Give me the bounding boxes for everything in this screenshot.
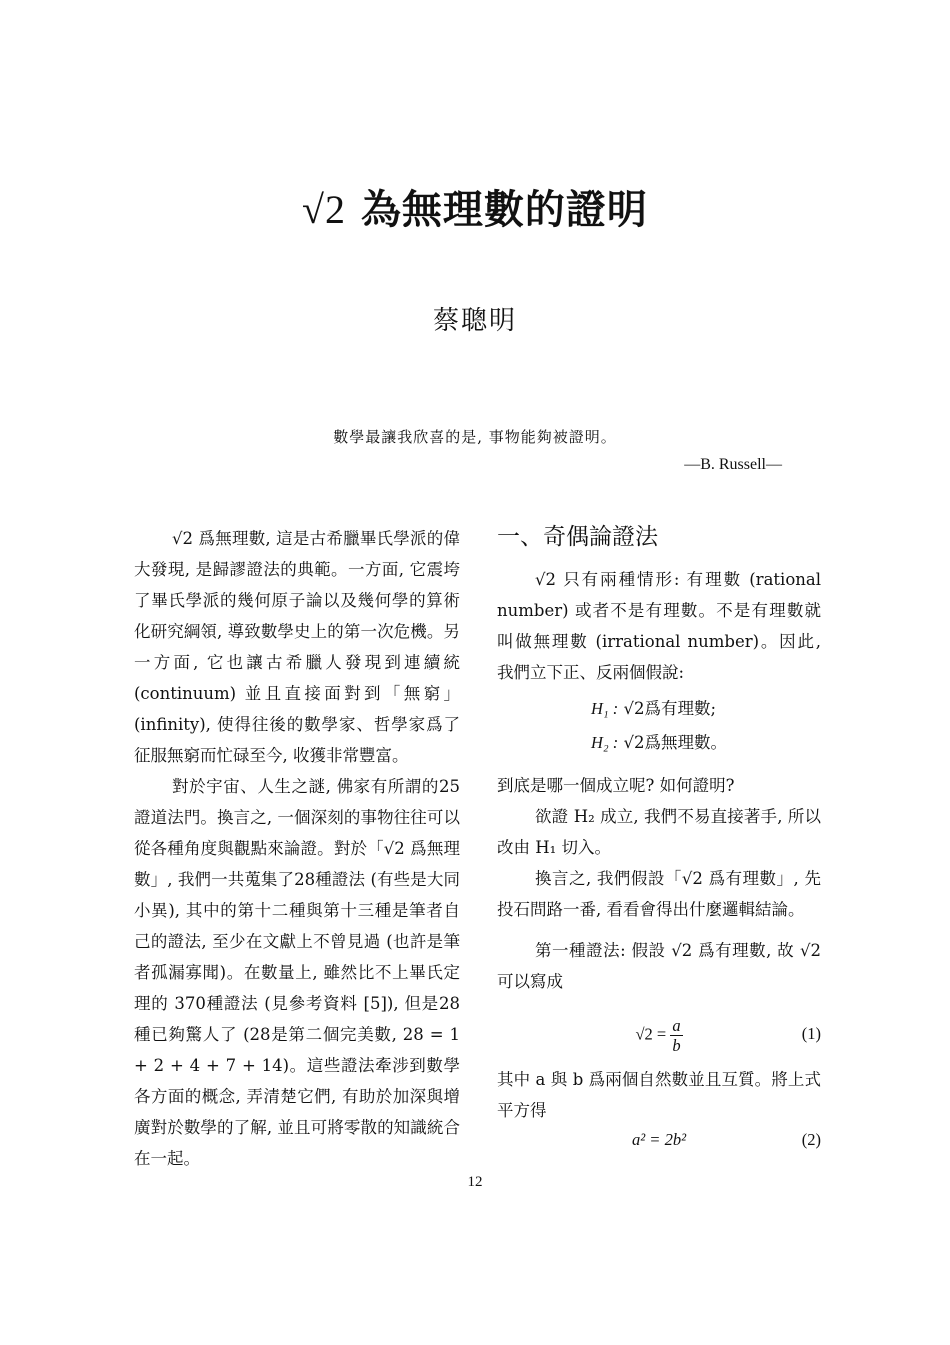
- fraction-denominator: b: [672, 1036, 681, 1055]
- title-math: √2: [302, 187, 346, 232]
- paragraph: 第一種證法: 假設 √2 爲有理數, 故 √2 可以寫成: [497, 941, 821, 991]
- hypothesis-text: √2爲有理數;: [623, 699, 717, 718]
- page-number: 12: [467, 1174, 483, 1190]
- equation-number: (1): [801, 1024, 821, 1043]
- section-heading: 一、奇偶論證法: [497, 524, 658, 550]
- page-title: [0, 178, 950, 235]
- equation-2: [497, 1130, 821, 1150]
- paragraph: 換言之, 我們假設「√2 爲有理數」, 先投石問路一番, 看看會得出什麼邏輯結論。: [497, 869, 821, 919]
- hypothesis-label: H₂ :: [591, 733, 619, 752]
- right-column: [497, 564, 821, 997]
- hypothesis-h2: [497, 726, 821, 760]
- fraction: [670, 1016, 682, 1055]
- epigraph-text: 數學最讓我欣喜的是, 事物能夠被證明。: [333, 428, 617, 446]
- paragraph: √2 只有兩種情形: 有理數 (rational number) 或者不是有理數。不是有理數就叫做無理數 (irrational number)。因此, 我們立下正、反兩個假說:: [497, 570, 821, 682]
- title-text: 為無理數的證明: [360, 187, 648, 233]
- paragraph: 到底是哪一個成立呢? 如何證明?: [497, 776, 735, 795]
- paragraph: 對於宇宙、人生之謎, 佛家有所謂的25 證道法門。換言之, 一個深刻的事物往往可以從各種角度與觀點來論證。對於「√2 爲無理數」, 我們一共蒐集了28種證法 (有些是大同小異), 其中的第十二種與第十三種是筆者自己的證法, 至少在文獻上不曾見過 (也許是筆者孤漏寡聞)。在數量上, 雖然比不上畢氏定理的 370種證法 (見參考資料 [5]), 但是28 種已夠驚人了 (28是第二個完美數, 28 = 1 + 2 + 4 + 7 + 14)。這些證法牽涉到數學各方面的概念, 弄清楚它們, 有助於加深與增廣對於數學的了解, 並且可將零散的知識統合在一起。: [134, 777, 460, 1168]
- left-column: [134, 523, 460, 1174]
- hypothesis-h1: [497, 692, 821, 726]
- equation-body: a² = 2b²: [631, 1130, 687, 1149]
- hypothesis-text: √2爲無理數。: [623, 733, 728, 752]
- author: 蔡聰明: [432, 306, 517, 336]
- hypothesis-label: H₁ :: [591, 699, 619, 718]
- fraction-numerator: a: [672, 1016, 681, 1035]
- right-column-continued: [497, 1064, 821, 1126]
- paragraph: 其中 a 與 b 爲兩個自然數並且互質。將上式平方得: [497, 1070, 821, 1120]
- paragraph: 欲證 H₂ 成立, 我們不易直接著手, 所以改由 H₁ 切入。: [497, 807, 821, 857]
- equation-number: (2): [801, 1130, 821, 1149]
- paragraph: √2 爲無理數, 這是古希臘畢氏學派的偉大發現, 是歸謬證法的典範。一方面, 它震垮了畢氏學派的幾何原子論以及幾何學的算術化研究綱領, 導致數學史上的第一次危機。另一方面, 它也讓古希臘人發現到連續統 (continuum) 並且直接面對到「無窮」(infinity), 使得往後的數學家、哲學家爲了征服無窮而忙碌至今, 收獲非常豐富。: [134, 529, 460, 765]
- equation-lhs: √2 =: [635, 1024, 667, 1044]
- equation-1: [497, 1016, 821, 1055]
- epigraph-attribution: —B. Russell—: [684, 456, 782, 473]
